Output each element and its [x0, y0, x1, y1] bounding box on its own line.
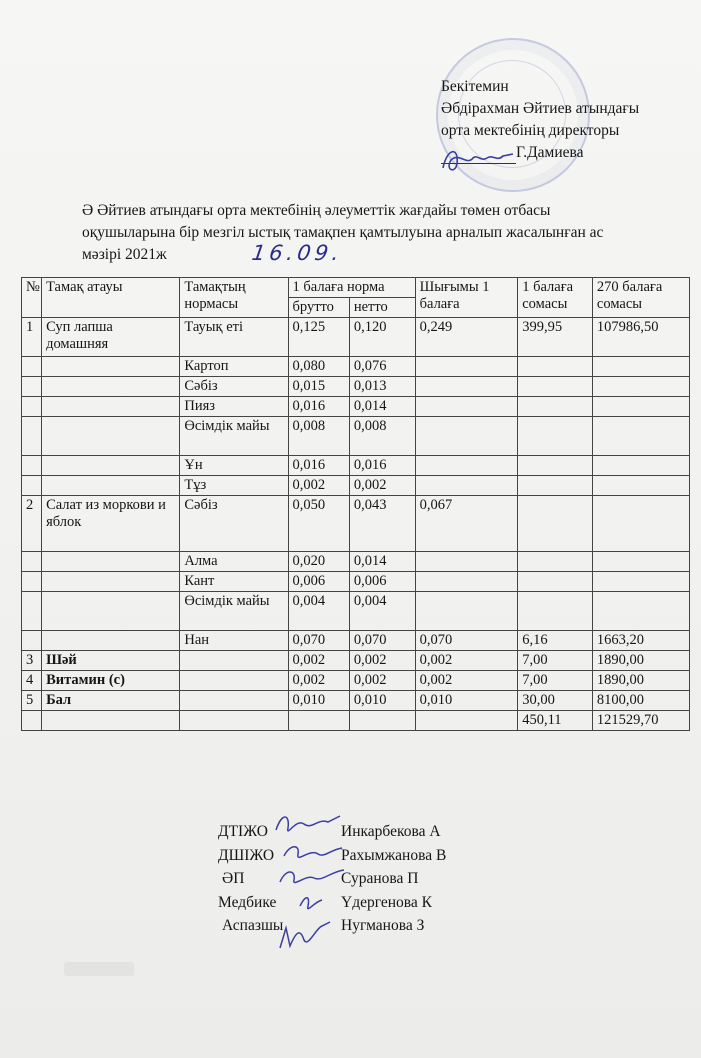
header-sum270: 270 балаға сомасы — [592, 278, 689, 318]
table-cell-num — [22, 377, 42, 397]
table-cell-brutto: 0,016 — [288, 397, 349, 417]
table-cell-num — [22, 357, 42, 377]
table-cell-yield — [415, 357, 518, 377]
title-line-2: оқушыларына бір мезгіл ыстық тамақпен қамтылуына арналып жасалынған ас — [82, 224, 604, 241]
table-cell-dish — [42, 552, 180, 572]
table-cell-item: Сәбіз — [180, 496, 288, 552]
table-cell-num: 2 — [22, 496, 42, 552]
table-row — [22, 357, 690, 377]
title-line-1: Ә Әйтиев атындағы орта мектебінің әлеуметтік жағдайы төмен отбасы — [82, 202, 551, 219]
signer-role: Аспазшы — [222, 917, 284, 934]
table-cell-netto: 0,076 — [349, 357, 415, 377]
table-cell-item — [180, 691, 288, 711]
table-row — [22, 456, 690, 476]
table-cell-brutto: 0,070 — [288, 631, 349, 651]
table-row — [22, 476, 690, 496]
table-cell-yield — [415, 552, 518, 572]
table-cell-brutto: 0,016 — [288, 456, 349, 476]
table-cell-item: Өсімдік майы — [180, 417, 288, 456]
table-row — [22, 496, 690, 552]
table-cell-dish — [42, 417, 180, 456]
table-cell-num — [22, 476, 42, 496]
table-cell-sum270: 107986,50 — [592, 318, 689, 357]
table-cell-sum270 — [592, 417, 689, 456]
document-title — [82, 200, 682, 266]
table-cell-sum1 — [518, 417, 593, 456]
menu-body — [22, 318, 690, 731]
table-cell-brutto: 0,010 — [288, 691, 349, 711]
table-cell-brutto: 0,050 — [288, 496, 349, 552]
table-cell-brutto: 0,015 — [288, 377, 349, 397]
table-cell-item: Тауық еті — [180, 318, 288, 357]
signer-row — [218, 914, 518, 938]
table-cell-sum1: 399,95 — [518, 318, 593, 357]
table-cell-dish — [42, 357, 180, 377]
table-cell-yield — [415, 417, 518, 456]
table-cell-item: Кант — [180, 572, 288, 592]
table-cell-yield: 0,070 — [415, 631, 518, 651]
table-cell-item — [180, 651, 288, 671]
table-cell-sum1: 30,00 — [518, 691, 593, 711]
table-cell-item: Тұз — [180, 476, 288, 496]
header-num: № — [22, 278, 42, 318]
table-cell-item: Алма — [180, 552, 288, 572]
table-cell-num: 3 — [22, 651, 42, 671]
signer-name: Нугманова З — [341, 917, 425, 934]
table-cell-sum270: 1890,00 — [592, 671, 689, 691]
signer-row — [218, 844, 518, 868]
table-cell-yield: 0,249 — [415, 318, 518, 357]
table-cell-sum270 — [592, 552, 689, 572]
table-row — [22, 417, 690, 456]
total-sum270: 121529,70 — [592, 711, 689, 731]
header-per-child-norm: 1 балаға норма — [288, 278, 415, 298]
table-cell-yield: 0,002 — [415, 651, 518, 671]
table-cell-brutto: 0,125 — [288, 318, 349, 357]
table-cell-yield — [415, 456, 518, 476]
signers-block — [218, 820, 518, 938]
header-yield: Шығымы 1 балаға — [415, 278, 518, 318]
header-dish: Тамақ атауы — [42, 278, 180, 318]
table-cell-sum1 — [518, 552, 593, 572]
table-cell-sum1 — [518, 476, 593, 496]
table-cell-yield — [415, 397, 518, 417]
table-cell-sum1 — [518, 456, 593, 476]
table-cell-yield — [415, 377, 518, 397]
table-cell-dish — [42, 631, 180, 651]
table-cell-sum1: 7,00 — [518, 651, 593, 671]
table-cell-netto: 0,002 — [349, 671, 415, 691]
approval-line-1: Бекітемин — [441, 78, 509, 95]
table-cell-dish — [42, 476, 180, 496]
faded-mark — [64, 962, 134, 976]
table-cell-yield: 0,010 — [415, 691, 518, 711]
signer-role: ДТІЖО — [218, 823, 268, 840]
table-cell-dish — [42, 456, 180, 476]
table-cell-brutto: 0,080 — [288, 357, 349, 377]
table-cell-sum270 — [592, 397, 689, 417]
table-cell-yield — [415, 476, 518, 496]
table-cell-dish — [42, 397, 180, 417]
approval-line-2: Әбдірахман Әйтиев атындағы — [441, 100, 640, 117]
table-cell-sum1 — [518, 377, 593, 397]
table-cell-num: 5 — [22, 691, 42, 711]
table-cell-netto: 0,014 — [349, 397, 415, 417]
table-cell-item: Өсімдік майы — [180, 592, 288, 631]
table-cell-num — [22, 592, 42, 631]
table-cell-sum270 — [592, 456, 689, 476]
header-netto: нетто — [349, 298, 415, 318]
table-cell-sum270 — [592, 592, 689, 631]
table-row — [22, 318, 690, 357]
table-cell-sum1 — [518, 357, 593, 377]
table-cell-netto: 0,002 — [349, 476, 415, 496]
table-row — [22, 671, 690, 691]
table-cell-sum1 — [518, 397, 593, 417]
signer-name: Инкарбекова А — [341, 823, 441, 840]
table-cell-yield — [415, 572, 518, 592]
signer-name: Үдергенова К — [341, 893, 432, 911]
table-cell-yield — [415, 592, 518, 631]
table-cell-sum270: 8100,00 — [592, 691, 689, 711]
table-cell-sum1: 6,16 — [518, 631, 593, 651]
signer-row — [218, 891, 518, 915]
table-cell-netto: 0,043 — [349, 496, 415, 552]
table-cell-sum270 — [592, 476, 689, 496]
table-cell-empty — [42, 711, 180, 731]
signer-role: Медбике — [218, 893, 277, 911]
table-cell-empty — [415, 711, 518, 731]
table-cell-brutto: 0,002 — [288, 651, 349, 671]
table-cell-brutto: 0,002 — [288, 476, 349, 496]
table-cell-item: Нан — [180, 631, 288, 651]
table-cell-sum270: 1890,00 — [592, 651, 689, 671]
table-row — [22, 572, 690, 592]
table-cell-empty — [349, 711, 415, 731]
handwritten-date: 16.09. — [250, 241, 345, 265]
title-line-3: мәзірі 2021ж — [82, 246, 167, 263]
table-row — [22, 552, 690, 572]
table-cell-dish: Салат из моркови и яблок — [42, 496, 180, 552]
table-cell-sum270 — [592, 572, 689, 592]
table-cell-netto: 0,002 — [349, 651, 415, 671]
header-row — [22, 278, 690, 298]
table-cell-dish — [42, 572, 180, 592]
table-row — [22, 592, 690, 631]
signer-row — [218, 867, 518, 891]
table-row — [22, 377, 690, 397]
table-cell-num — [22, 456, 42, 476]
table-cell-netto: 0,004 — [349, 592, 415, 631]
signer-row — [218, 820, 518, 844]
table-row — [22, 651, 690, 671]
table-cell-yield: 0,002 — [415, 671, 518, 691]
table-cell-item: Ұн — [180, 456, 288, 476]
table-cell-dish: Бал — [42, 691, 180, 711]
menu-table — [21, 277, 690, 731]
table-cell-num — [22, 397, 42, 417]
table-cell-item — [180, 671, 288, 691]
table-cell-item: Сәбіз — [180, 377, 288, 397]
table-cell-dish — [42, 377, 180, 397]
table-cell-netto: 0,120 — [349, 318, 415, 357]
table-cell-brutto: 0,020 — [288, 552, 349, 572]
table-cell-dish: Суп лапша домашняя — [42, 318, 180, 357]
signer-name: Рахымжанова В — [341, 846, 447, 864]
table-cell-sum270 — [592, 377, 689, 397]
total-sum1: 450,11 — [518, 711, 593, 731]
table-cell-sum270 — [592, 496, 689, 552]
table-cell-sum1 — [518, 592, 593, 631]
table-row — [22, 397, 690, 417]
table-cell-yield: 0,067 — [415, 496, 518, 552]
table-cell-dish: Шәй — [42, 651, 180, 671]
table-cell-sum270 — [592, 357, 689, 377]
header-brutto: брутто — [288, 298, 349, 318]
table-row — [22, 631, 690, 651]
table-row — [22, 691, 690, 711]
table-cell-item: Картоп — [180, 357, 288, 377]
table-cell-sum1 — [518, 572, 593, 592]
table-cell-brutto: 0,002 — [288, 671, 349, 691]
signer-name: Суранова П — [341, 870, 419, 887]
table-cell-brutto: 0,004 — [288, 592, 349, 631]
table-cell-item: Пияз — [180, 397, 288, 417]
table-cell-netto: 0,013 — [349, 377, 415, 397]
table-cell-sum1: 7,00 — [518, 671, 593, 691]
header-sum1: 1 балаға сомасы — [518, 278, 593, 318]
total-row — [22, 711, 690, 731]
table-cell-sum270: 1663,20 — [592, 631, 689, 651]
table-cell-netto: 0,070 — [349, 631, 415, 651]
table-cell-num — [22, 417, 42, 456]
table-cell-num: 4 — [22, 671, 42, 691]
signer-signatures — [270, 808, 350, 958]
table-cell-dish: Витамин (с) — [42, 671, 180, 691]
table-cell-netto: 0,008 — [349, 417, 415, 456]
header-norm: Тамақтың нормасы — [180, 278, 288, 318]
table-cell-num — [22, 631, 42, 651]
table-cell-num: 1 — [22, 318, 42, 357]
signer-role: ӘП — [222, 870, 245, 887]
table-cell-num — [22, 572, 42, 592]
table-cell-netto: 0,016 — [349, 456, 415, 476]
table-cell-empty — [288, 711, 349, 731]
table-cell-netto: 0,006 — [349, 572, 415, 592]
director-name: Г.Дамиева — [516, 144, 584, 161]
signer-role: ДШІЖО — [218, 846, 275, 864]
table-cell-dish — [42, 592, 180, 631]
table-cell-empty — [22, 711, 42, 731]
table-cell-sum1 — [518, 496, 593, 552]
table-cell-netto: 0,010 — [349, 691, 415, 711]
director-signature — [437, 140, 517, 180]
table-cell-netto: 0,014 — [349, 552, 415, 572]
table-cell-brutto: 0,006 — [288, 572, 349, 592]
table-cell-num — [22, 552, 42, 572]
approval-line-3: орта мектебінің директоры — [441, 122, 620, 139]
table-cell-brutto: 0,008 — [288, 417, 349, 456]
table-cell-empty — [180, 711, 288, 731]
